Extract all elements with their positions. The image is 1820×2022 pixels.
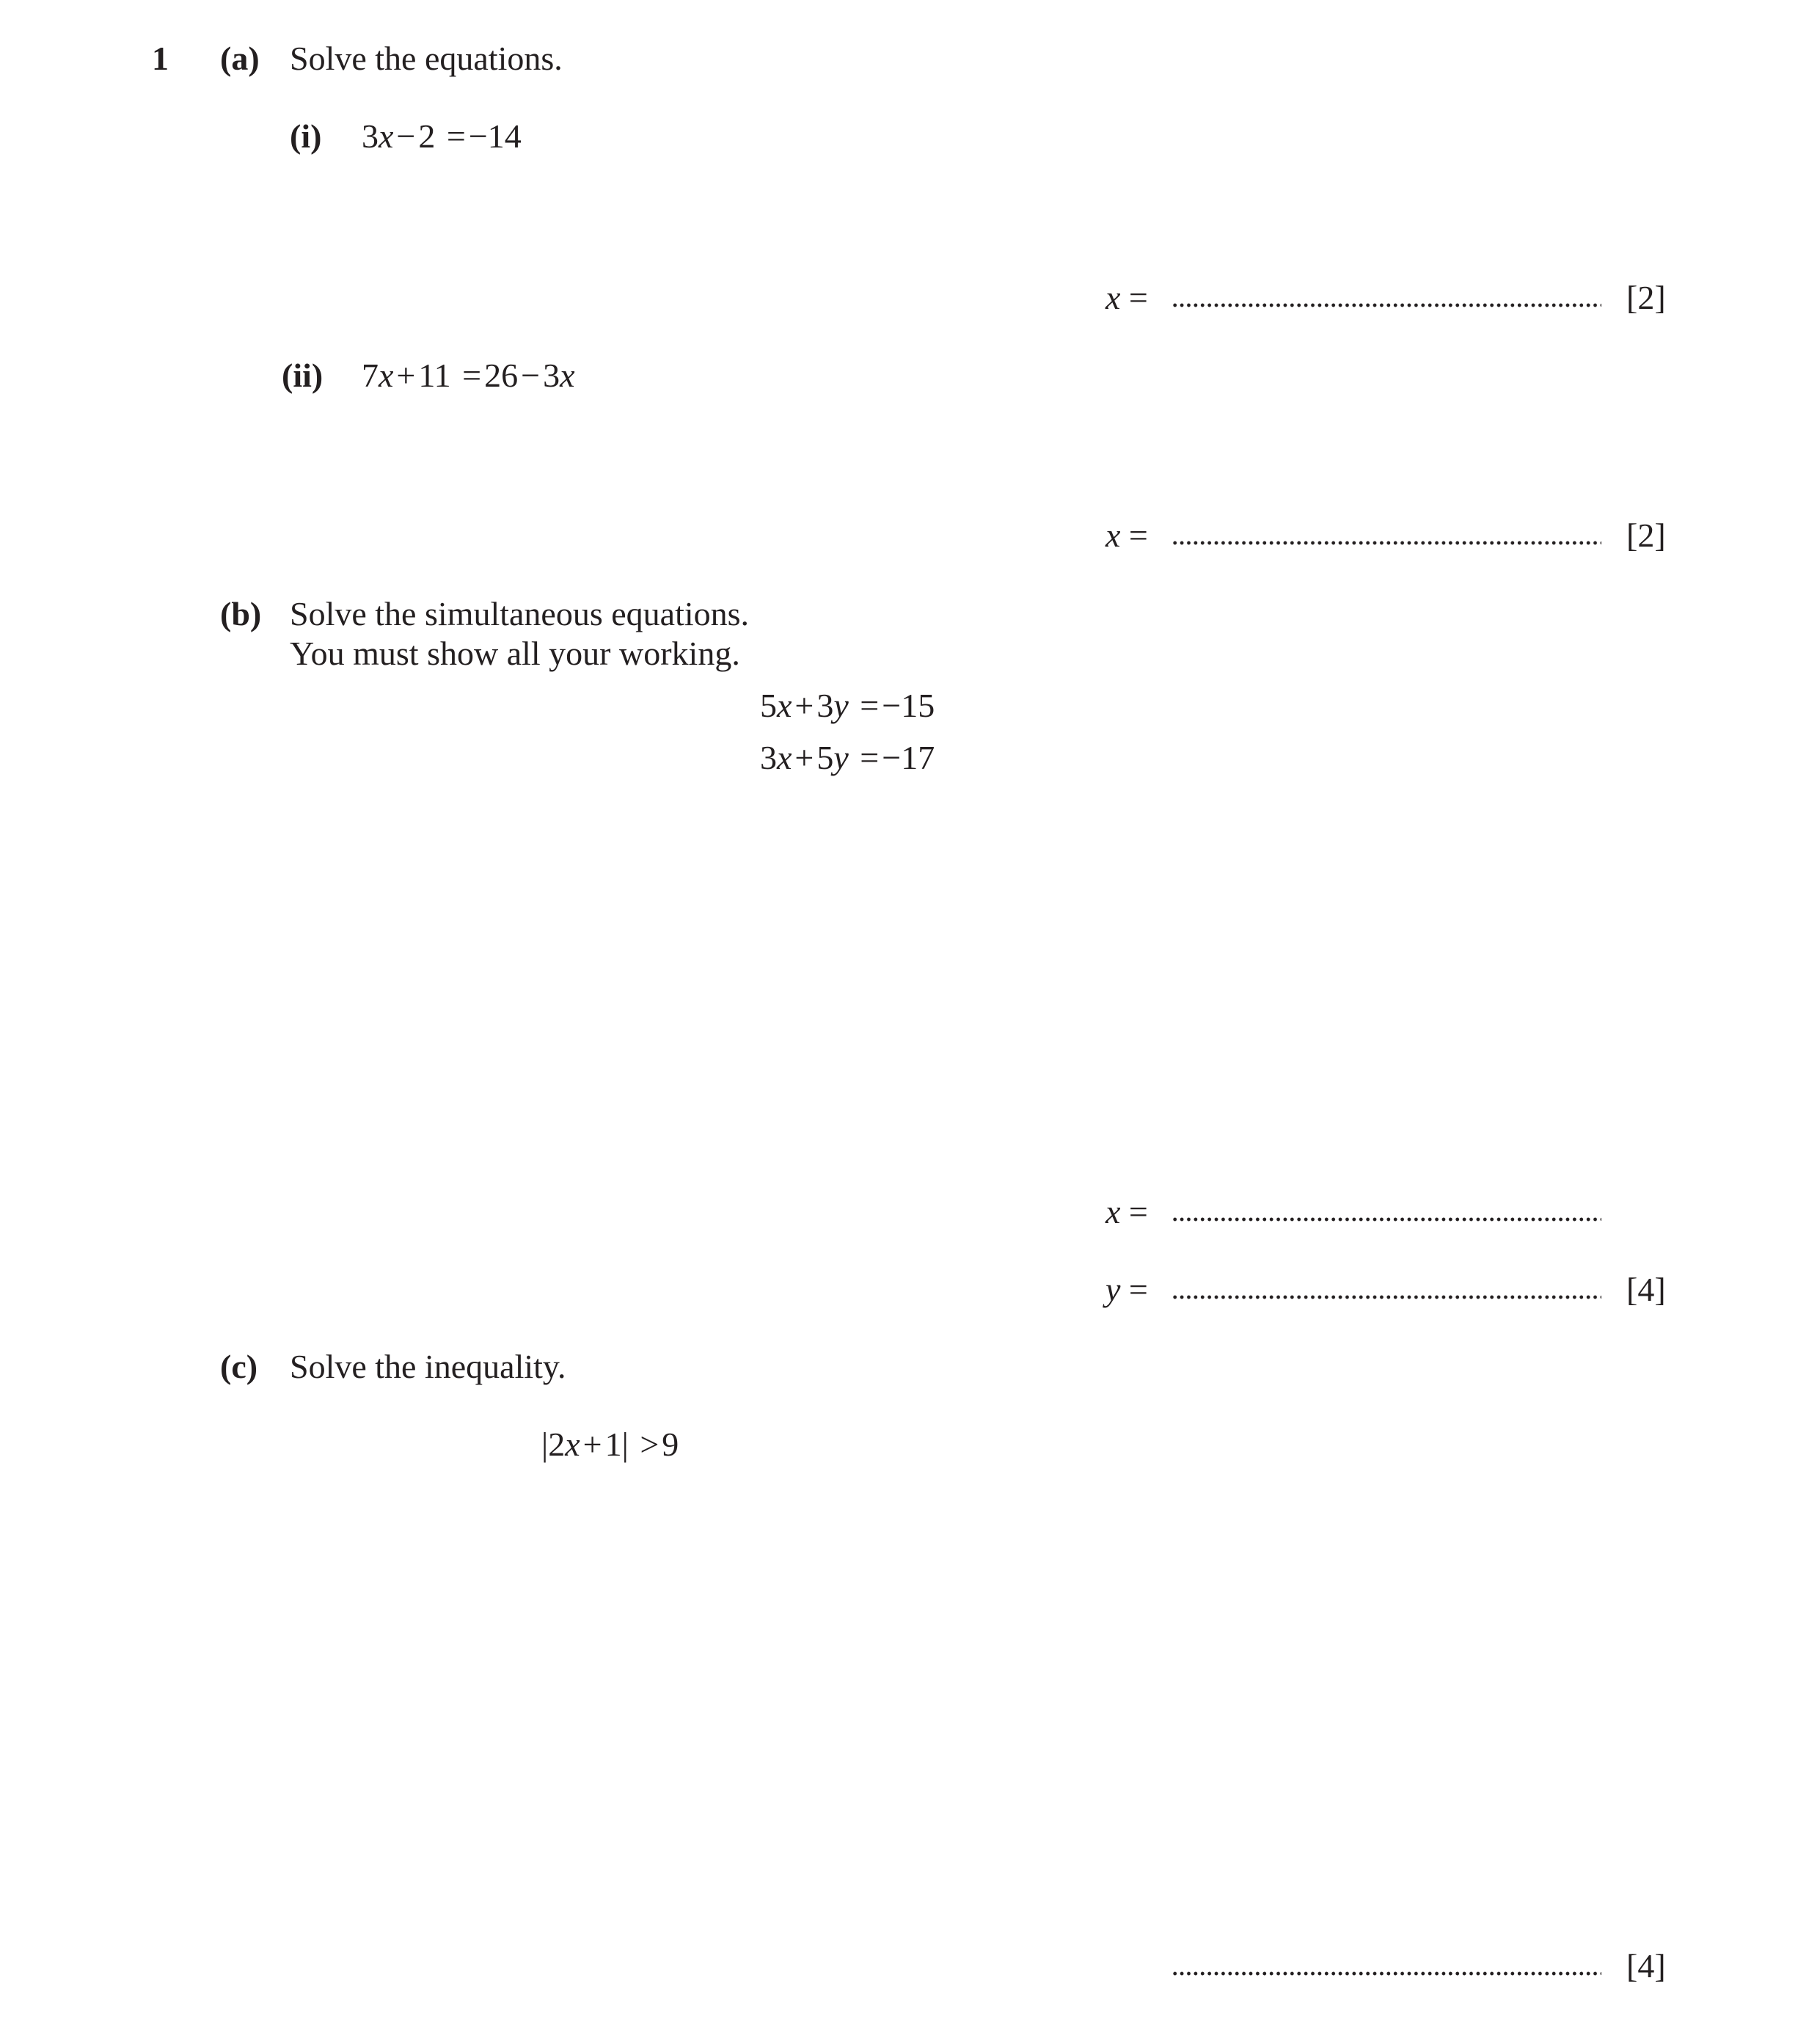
constant: 1: [604, 1426, 622, 1463]
equals-sign: =: [860, 739, 880, 776]
answer-equals: =: [1128, 517, 1148, 554]
marks-c: [4]: [1626, 1947, 1666, 1985]
answer-x-label: [1105, 519, 1148, 552]
operator: +: [396, 357, 416, 394]
variable: x: [379, 117, 394, 155]
part-b-instruction-1: Solve the simultaneous equations.: [290, 595, 750, 632]
inequality: [541, 1428, 679, 1461]
part-a-instruction: Solve the equations.: [290, 40, 563, 77]
part-b-instruction-2: You must show all your working.: [290, 635, 740, 672]
part-a-i-equation: [362, 117, 522, 155]
part-a-i-label: (i): [290, 117, 322, 155]
rhs: −17: [882, 739, 935, 776]
simultaneous-equation-1: [760, 689, 935, 723]
constant: 2: [418, 117, 436, 155]
coef: 7: [362, 357, 379, 394]
answer-equals: =: [1128, 1193, 1148, 1230]
operator: −: [396, 117, 416, 155]
absolute-bar-close: |: [621, 1426, 629, 1463]
absolute-bar-open: |: [541, 1426, 549, 1463]
coef: 3: [362, 117, 379, 155]
marks-a-i: [2]: [1626, 279, 1666, 316]
rhs-constant: 26: [484, 357, 519, 394]
answer-line-c[interactable]: [1172, 1970, 1601, 1977]
rhs: −15: [882, 687, 935, 724]
part-c-label: (c): [220, 1348, 258, 1385]
operator: +: [794, 687, 814, 724]
answer-variable: x: [1105, 279, 1121, 316]
constant: 11: [418, 357, 451, 394]
coef: 2: [548, 1426, 566, 1463]
answer-variable: x: [1105, 517, 1121, 554]
part-a-label: (a): [220, 40, 260, 77]
marks-a-ii: [2]: [1626, 517, 1666, 554]
rhs-coef: 3: [543, 357, 560, 394]
answer-line-a-i[interactable]: [1172, 302, 1601, 309]
answer-line-a-ii[interactable]: [1172, 539, 1601, 547]
answer-y-label: [1105, 1273, 1148, 1307]
answer-line-b-x[interactable]: [1172, 1216, 1601, 1223]
relation: >: [640, 1426, 659, 1463]
rhs-operator: −: [521, 357, 541, 394]
variable: x: [565, 1426, 580, 1463]
coef: 5: [760, 687, 777, 724]
answer-equals: =: [1128, 279, 1148, 316]
part-c-instruction: Solve the inequality.: [290, 1348, 566, 1385]
variable: x: [379, 357, 394, 394]
marks-b: [4]: [1626, 1271, 1666, 1308]
answer-equals: =: [1128, 1271, 1148, 1308]
equals-sign: =: [446, 117, 466, 155]
variable-x: x: [777, 687, 792, 724]
part-a-ii-equation: [362, 359, 575, 393]
answer-x-label: [1105, 1195, 1148, 1229]
question-number: 1: [152, 40, 169, 77]
simultaneous-equation-2: [760, 741, 935, 775]
answer-line-b-y[interactable]: [1172, 1293, 1601, 1301]
rhs-variable: x: [560, 357, 575, 394]
answer-x-label: [1105, 281, 1148, 315]
answer-variable: x: [1105, 1193, 1121, 1230]
coef: 3: [816, 687, 834, 724]
coef: 3: [760, 739, 777, 776]
equals-sign: =: [462, 357, 482, 394]
rhs: −14: [468, 117, 522, 155]
part-b-label: (b): [220, 595, 262, 632]
operator: +: [582, 1426, 602, 1463]
coef: 5: [816, 739, 834, 776]
variable-y: y: [833, 687, 849, 724]
operator: +: [794, 739, 814, 776]
rhs: 9: [662, 1426, 679, 1463]
equals-sign: =: [860, 687, 880, 724]
variable-x: x: [777, 739, 792, 776]
part-a-ii-label: (ii): [282, 357, 324, 394]
variable-y: y: [833, 739, 849, 776]
answer-variable: y: [1105, 1271, 1121, 1308]
